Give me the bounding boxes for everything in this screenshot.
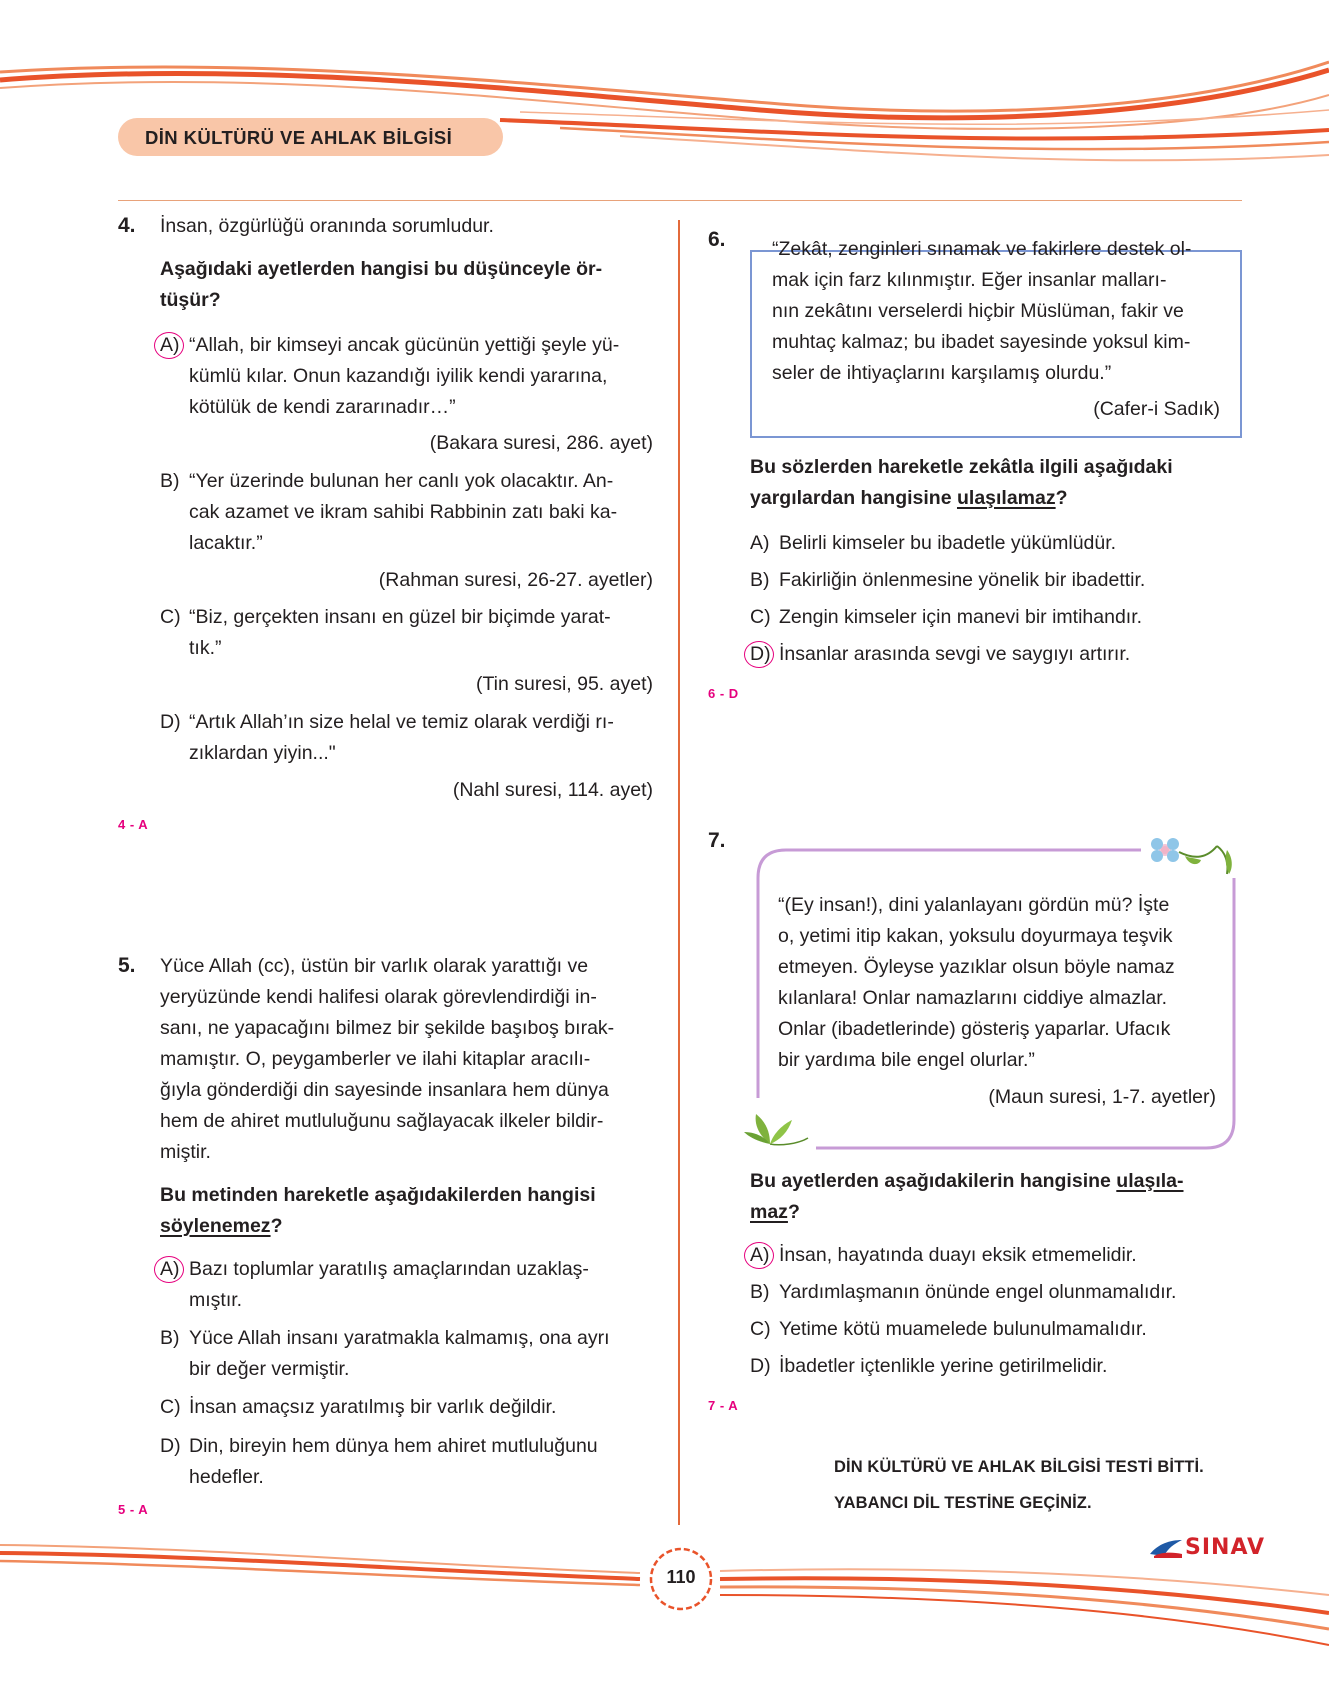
q4-option-b-letter[interactable]: B) <box>160 470 180 492</box>
q6-option-d-text: İnsanlar arasında sevgi ve saygıyı artırır. <box>779 643 1131 665</box>
q7-option-b-letter[interactable]: B) <box>750 1281 770 1303</box>
q7-option-c-letter[interactable]: C) <box>750 1318 771 1340</box>
q7-option-d-text: İbadetler içtenlikle yerine getirilmelidir. <box>779 1355 1108 1377</box>
q4-option-b-source: (Rahman suresi, 26-27. ayetler) <box>378 569 653 591</box>
q6-option-a-text: Belirli kimseler bu ibadetle yükümlüdür. <box>779 532 1117 554</box>
q4-option-c-line2: tık.” <box>189 637 222 659</box>
q6-option-d-letter[interactable]: D) <box>750 643 771 665</box>
q4-answer-key: 4 - A <box>118 817 149 832</box>
q5-stem-line7: miştir. <box>160 1141 211 1163</box>
q6-option-c-text: Zengin kimseler için manevi bir imtihandır. <box>779 606 1143 628</box>
test-finish-line1: DİN KÜLTÜRÜ VE AHLAK BİLGİSİ TESTİ BİTTİ. <box>834 1458 1204 1476</box>
q6-question-pre: yargılardan hangisine <box>750 487 957 509</box>
q7-number: 7. <box>708 829 726 852</box>
q4-option-d-line1: “Artık Allah’ın size helal ve temiz olarak verdiği rı- <box>189 711 614 733</box>
q7-option-a-text: İnsan, hayatında duayı eksik etmemelidir. <box>779 1244 1137 1266</box>
q5-option-d-letter[interactable]: D) <box>160 1435 181 1457</box>
column-divider <box>678 220 680 1525</box>
q6-quote-line4: muhtaç kalmaz; bu ibadet sayesinde yoksul kim- <box>772 331 1191 353</box>
q5-option-b-line2: bir değer vermiştir. <box>189 1358 350 1380</box>
q4-option-a-letter[interactable]: A) <box>160 334 180 356</box>
q6-option-b-letter[interactable]: B) <box>750 569 770 591</box>
q5-option-a-line2: mıştır. <box>189 1289 243 1311</box>
q5-option-c-letter[interactable]: C) <box>160 1396 181 1418</box>
q4-option-a-line2: kümlü kılar. Onun kazandığı iyilik kendi yararına, <box>189 365 608 387</box>
q4-option-b-line1: “Yer üzerinde bulunan her canlı yok olacaktır. An- <box>189 470 614 492</box>
q6-option-c-letter[interactable]: C) <box>750 606 771 628</box>
q4-stem: İnsan, özgürlüğü oranında sorumludur. <box>160 215 494 237</box>
q6-number: 6. <box>708 228 726 251</box>
q4-option-b-line2: cak azamet ve ikram sahibi Rabbinin zatı baki ka- <box>189 501 618 523</box>
q4-option-d-source: (Nahl suresi, 114. ayet) <box>452 779 653 801</box>
q6-option-a-letter[interactable]: A) <box>750 532 770 554</box>
q6-question-line2 <box>750 483 1068 515</box>
q5-option-a-letter[interactable]: A) <box>160 1258 180 1280</box>
header-swoosh-decoration <box>0 40 1329 190</box>
q7-option-d-letter[interactable]: D) <box>750 1355 771 1377</box>
q5-stem-line6: hem de ahiret mutluluğunu sağlayacak ilkeler bildir- <box>160 1110 604 1132</box>
page-number: 110 <box>666 1567 696 1587</box>
q5-stem-line2: yeryüzünde kendi halifesi olarak görevlendirdiği in- <box>160 986 597 1008</box>
q4-option-b-line3: lacaktır.” <box>189 532 263 554</box>
q5-option-c-line1: İnsan amaçsız yaratılmış bir varlık değildir. <box>189 1396 557 1418</box>
q7-quote-line4: kılanlara! Onlar namazlarını ciddiye almazlar. <box>778 987 1168 1009</box>
q7-option-b-text: Yardımlaşmanın önünde engel olunmamalıdır. <box>779 1281 1177 1303</box>
q5-stem-line1: Yüce Allah (cc), üstün bir varlık olarak yarattığı ve <box>160 955 589 977</box>
q7-quote-source: (Maun suresi, 1-7. ayetler) <box>988 1086 1216 1108</box>
q4-option-c-source: (Tin suresi, 95. ayet) <box>475 673 653 695</box>
q6-quote-line5: seler de ihtiyaçlarını karşılamış olurdu.” <box>772 362 1112 384</box>
test-finish-line2: YABANCI DİL TESTİNE GEÇİNİZ. <box>834 1494 1092 1512</box>
q5-option-b-letter[interactable]: B) <box>160 1327 180 1349</box>
header-title: DİN KÜLTÜRÜ VE AHLAK BİLGİSİ <box>145 127 453 148</box>
q6-quote-line3: nın zekâtını verselerdi hiçbir Müslüman, fakir ve <box>772 300 1184 322</box>
sinav-logo-text: SINAV <box>1185 1535 1266 1560</box>
q4-question-line1: Aşağıdaki ayetlerden hangisi bu düşünceyle ör- <box>160 258 603 280</box>
q4-option-d-line2: zıklardan yiyin..." <box>189 742 336 764</box>
q6-quote-line2: mak için farz kılınmıştır. Eğer insanlar malları- <box>772 269 1167 291</box>
q5-option-a-line1: Bazı toplumlar yaratılış amaçlarından uzaklaş- <box>189 1258 589 1280</box>
q5-question-line1: Bu metinden hareketle aşağıdakilerden hangisi <box>160 1184 596 1206</box>
q7-answer-key: 7 - A <box>708 1398 739 1413</box>
q6-quote-line1: “Zekât, zenginleri sınamak ve fakirlere destek ol- <box>772 238 1192 260</box>
q6-option-b-text: Fakirliğin önlenmesine yönelik bir ibadettir. <box>779 569 1146 591</box>
q7-option-c-text: Yetime kötü muamelede bulunulmamalıdır. <box>779 1318 1147 1340</box>
q5-stem-line4: mamıştır. O, peygamberler ve ilahi kitaplar aracılı- <box>160 1048 591 1070</box>
q6-answer-key: 6 - D <box>708 686 739 701</box>
q5-question-underlined: söylenemez <box>160 1215 271 1237</box>
q7-question-underlined-2: maz <box>750 1201 788 1223</box>
q7-quote-line3: etmeyen. Öyleyse yazıklar olsun böyle namaz <box>778 956 1175 978</box>
q4-option-d-letter[interactable]: D) <box>160 711 181 733</box>
top-rule <box>118 200 1242 201</box>
q7-question-end: ? <box>787 1201 800 1223</box>
q4-number: 4. <box>118 214 136 237</box>
flower-icon <box>1145 830 1235 876</box>
q5-answer-key: 5 - A <box>118 1502 149 1517</box>
q7-question-line1 <box>750 1166 1184 1198</box>
q6-question-line1: Bu sözlerden hareketle zekâtla ilgili aşağıdaki <box>750 456 1173 478</box>
q5-option-d-line2: hedefler. <box>189 1466 264 1488</box>
q4-option-a-line1: “Allah, bir kimseyi ancak gücünün yettiği şeyle yü- <box>189 334 620 356</box>
q6-quote-source: (Cafer-i Sadık) <box>1093 398 1220 420</box>
q4-option-a-line3: kötülük de kendi zararınadır…” <box>189 396 456 418</box>
q5-question-line2 <box>160 1211 282 1243</box>
q7-quote-line2: o, yetimi itip kakan, yoksulu doyurmaya teşvik <box>778 925 1173 947</box>
leaf-icon <box>740 1110 810 1150</box>
q7-quote-line1: “(Ey insan!), dini yalanlayanı gördün mü? İşte <box>778 894 1170 916</box>
q7-question-underlined-1: ulaşıla- <box>1116 1170 1184 1192</box>
q5-question-end: ? <box>270 1215 283 1237</box>
q7-question-line2 <box>750 1197 800 1229</box>
q5-option-d-line1: Din, bireyin hem dünya hem ahiret mutluluğunu <box>189 1435 598 1457</box>
q6-question-end: ? <box>1055 487 1068 509</box>
q5-number: 5. <box>118 954 136 977</box>
q7-quote-line6: bir yardıma bile engel olurlar.” <box>778 1049 1035 1071</box>
q4-option-c-line1: “Biz, gerçekten insanı en güzel bir biçimde yarat- <box>189 606 611 628</box>
q4-question-line2: tüşür? <box>160 289 221 311</box>
q4-option-c-letter[interactable]: C) <box>160 606 181 628</box>
q7-question-pre: Bu ayetlerden aşağıdakilerin hangisine <box>750 1170 1117 1192</box>
q7-quote-line5: Onlar (ibadetlerinde) gösteriş yaparlar. Ufacık <box>778 1018 1171 1040</box>
q6-question-underlined: ulaşılamaz <box>956 487 1056 509</box>
q5-stem-line3: sanı, ne yapacağını bilmez bir şekilde başıboş bırak- <box>160 1017 615 1039</box>
q5-stem-line5: ğıyla gönderdiği din sayesinde insanlara hem dünya <box>160 1079 609 1101</box>
q4-option-a-source: (Bakara suresi, 286. ayet) <box>429 432 653 454</box>
q5-option-b-line1: Yüce Allah insanı yaratmakla kalmamış, ona ayrı <box>189 1327 610 1349</box>
q7-option-a-letter[interactable]: A) <box>750 1244 770 1266</box>
